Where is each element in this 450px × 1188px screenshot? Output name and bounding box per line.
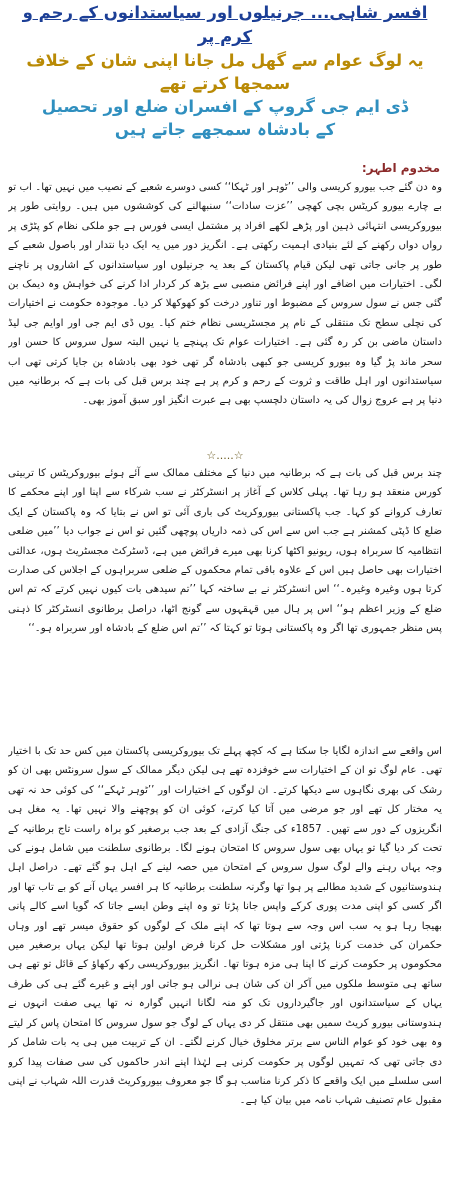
headline-secondary (8, 49, 442, 95)
headline-tertiary-line1: ڈی ایم جی گروپ کے افسران ضلع اور تحصیل (41, 97, 409, 116)
headline-primary-text: افسر شاہی... جرنیلوں اور سیاستدانوں کے رحم و کرم پر (22, 3, 428, 46)
headline-secondary-line1: یہ لوگ عوام سے گھل مل جانا اپنی شان کے خلاف (26, 51, 424, 70)
section-divider: ☆.....☆ (206, 449, 244, 462)
headline-secondary-line2: سمجھا کرتے تھے (159, 74, 291, 93)
article-paragraph-1: وہ دن گئے جب بیورو کریسی والی ’’ٹوہر اور ٹہکا‘‘ کسی دوسرے شعبے کے نصیب میں نہیں تھا۔ اب تو بے چارے بیورو کریٹس بچی کھچی ’’عزت سادات‘‘ سنبھالنے کی کوششوں میں ہیں۔ روایتی طور پر بیوروکریسی انتہائی ذہین اور پڑھے لکھے افراد پر مشتمل ایسی فورس ہے جو ملکی نظام کو پٹڑی پر رواں دواں رکھنے کے لئے بنیادی اہمیت رکھتی ہے۔ انگریز دور میں یہ ایک دیا نتدار اور باصول شعبے کے طور پر جانی جاتی تھی لیکن قیام پاکستان کے بعد یہ جرنیلوں اور سیاستدانوں کے اشاروں پر ناچنے لگی۔ اختیارات میں اضافے اور اپنے فرائض منصبی سے بڑھ کر کردار ادا کرنے کی خواہش وہ دیمک بن گئی جس نے سول سروس کے مضبوط اور تناور درخت کو کھوکھلا کر دیا۔ موجودہ حکومت نے اختیارات کی نچلی سطح تک منتقلی کے نام پر مجسٹریسی نظام ختم کیا۔ یوں ڈی ایم جی اور اوایم جی لیڈ داستان ماضی بن کر رہ گئی ہے۔ اختیارات عوام تک پہنچے یا نہیں البتہ سول سروس کا حسن اور سحر ماند پڑ گیا وہ بیورو کریسی جو کبھی بادشاہ گر تھی خود بھی بادشاہ بن جایا کرتی تھی اب سیاستدانوں اور اہل طاقت و ثروت کے رحم و کرم پر ہے چند برس قبل کی بات ہے کہ برطانیہ میں دنیا پر ہے عروج زوال کی یہ داستان دلچسپ بھی ہے عبرت انگیز اور سبق آموز بھی۔ (8, 182, 442, 407)
headline-primary (8, 1, 442, 49)
article-paragraph-3: اس واقعے سے اندازہ لگایا جا سکتا ہے کہ کچھ پہلے تک بیوروکریسی پاکستان میں کس حد تک با اختیار تھی۔ عام لوگ تو ان کے اختیارات سے خوفزدہ تھے ہی لیکن دیگر ممالک کے سول سرونٹس بھی ان کو رشک کی بھری نگاہوں سے دیکھا کرتے۔ ان لوگوں کے اختیارات اور ’’ٹوہر ٹہکے‘‘ کی کوئی حد نہ تھی یہ مختار کل تھے اور جو مرضی میں آتا کیا کرتے، کوئی ان کو پوچھنے والا نہیں تھا۔ یہ مغل ہی انگریزوں کے دور سے تھیں۔ 1857ء کی جنگ آزادی کے بعد جب برصغیر کو براہ راست تاج برطانیہ کے تحت کر دیا گیا تو یہاں بھی سول سروس کا امتحان ہونے لگا۔ برطانوی سلطنت میں شامل ہونے کی وجہ یہاں رہنے والے لوگ سول سروس کے امتحان میں حصہ لینے کے اہل ہو گئے تھے۔ دراصل اہل ہندوستانیوں کے شدید مطالبے پر ہوا تھا وگرنہ سلطنت برطانیہ کا ہر افسر یہاں آنے کو بے تاب تھا اور اگر کسی کو اپنی مدت پوری کرکے واپس جانا پڑتا تو وہ اپنے وطن ایسے جاتا کہ گویا اسے کالے پانی بھیجا رہا ہو یہ سب اس وجہ سے ہوتا تھا کہ اپنے ملک کے لوگوں کو حقوق میسر تھے اور وہاں حکمران کی خدمت کرنا پڑتی اور مشکلات حل کرنا فرض اولین ہوتا تھا لیکن یہاں برصغیر میں محکوموں پر حکومت کرنے کا اپنا ہی مزہ ہوتا تھا۔ انگریز بیوروکریسی رکھ رکھاؤ کے قائل تو تھے ہی ساتھ ہی متوسط ملکوں میں آکر ان کی شان ہی نرالی ہو جاتی اور اپنے و غیرے گئے ہی کی طرف یہاں کے سیاستدانوں اور جاگیرداروں تک کو منہ لگانا انہیں گوارہ نہ تھا یہی صفت انہوں نے ہندوستانی بیورو کریٹ سمیں بھی منتقل کر دی یہاں کے لوگ جو سول سروس کا امتحان پاس کر لیتے وہ بھی خود کو عوام الناس سے برتر مخلوق خیال کرنے لگتے۔ ان کے تربیت میں ہی یہ بات شامل کر دی جاتی تھی کہ تمہیں لوگوں پر حکومت کرنی ہے لہٰذا اپنے اندر حاکموں کی سی صفات پیدا کرو اسی سلسلے میں ایک واقعے کا ذکر کرنا مناسب ہو گا جو معروف بیوروکریٹ قدرت اللہ شہاب نے اپنی مقبول عام تصنیف شہاب نامہ میں بیان کیا ہے۔ (8, 746, 442, 1107)
author-byline: مخدوم اطہر: (361, 161, 440, 175)
headline-tertiary (8, 95, 442, 141)
headline-tertiary-line2: کے بادشاہ سمجھے جاتے ہیں (114, 120, 336, 139)
article-paragraph-2: چند برس قبل کی بات ہے کہ برطانیہ میں دنیا کے مختلف ممالک سے آئے ہوئے بیوروکریٹس کا تربیتی کورس منعقد ہو رہا تھا۔ پہلی کلاس کے آغاز پر انسٹرکٹر نے سب شرکاء سے اپنا اور اپنے محکمے کا تعارف کروانے کو کہا۔ جب پاکستانی بیوروکریٹ کی باری آئی تو اس نے بتایا کہ وہ پاکستان کے ایک ضلع کا ڈپٹی کمشنر ہے جب اس سے اس کی ذمہ داریاں پوچھی گئیں تو اس نے جواب دیا ’’میں ضلعی انتظامیہ کا سربراہ ہوں، ریونیو اکٹھا کرنا بھی میرے فرائض میں ہے، ڈسٹرکٹ مجسٹریٹ ہوں، عدالتی اختیارات بھی حاصل ہیں اس کے علاوہ باقی تمام محکموں کے ضلعی سربراہوں کے اجلاس کی صدارت کرتا ہوں وغیرہ وغیرہ۔‘‘ اس انسٹرکٹر نے بے ساختہ کہا ’’تم سیدھی بات کیوں نہیں کرتے کہ تم اس ضلع کے وزیر اعظم ہو‘‘ اس پر ہال میں قہقہوں سے گونج اٹھا، دراصل برطانوی انسٹرکٹر کا ذہنی پس منظر جمہوری تھا اگر وہ پاکستانی ہوتا تو کہتا کہ ’’تم اس ضلع کے بادشاہ اور سربراہ ہو۔‘‘ (8, 468, 442, 635)
